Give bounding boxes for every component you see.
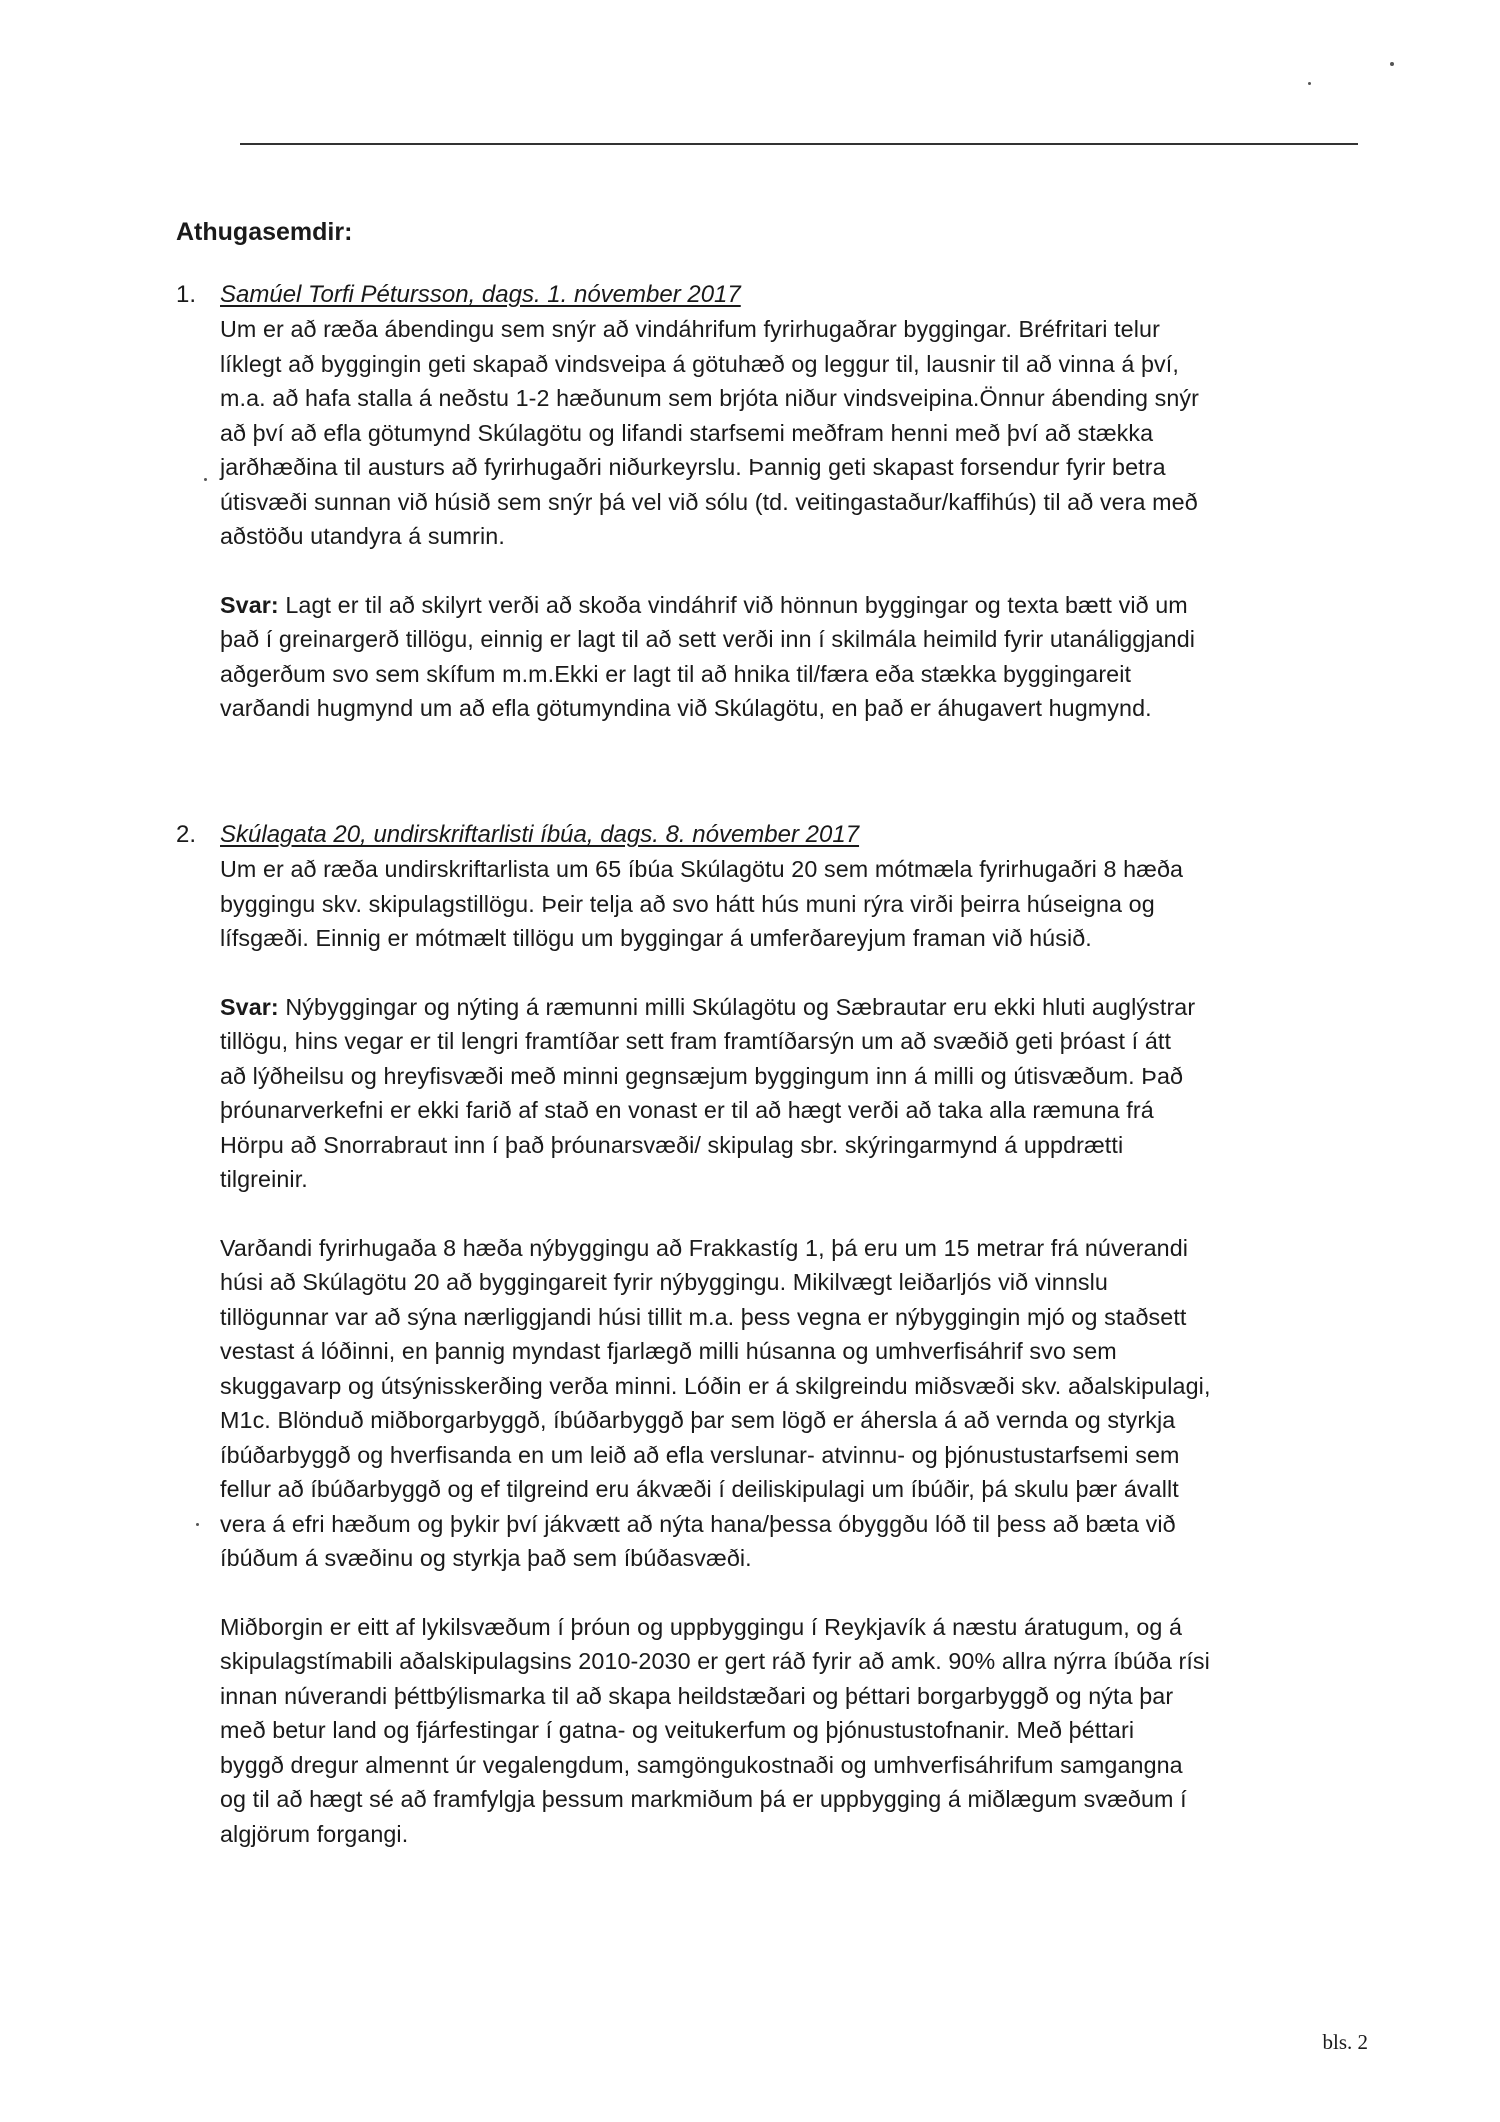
- scan-speck: [1390, 62, 1394, 66]
- comment-paragraph: Um er að ræða ábendingu sem snýr að vindáhrifum fyrirhugaðrar byggingar. Bréfritari telur líklegt að byggingin geti skapað vindsveipa á götuhæð og leggur til, lausnir til að vinna á því, m.a. að hafa stalla á neðstu 1-2 hæðunum sem brjóta niður vindsveipina.Önnur ábending snýr að því að efla götumynd Skúlagötu og lifandi starfsemi meðfram henni með því að stækka jarðhæðina til austurs að fyrirhugaðri niðurkeyrslu. Þannig geti skapast forsendur fyrir betra útisvæði sunnan við húsið sem snýr þá vel við sólu (td. veitingastaður/kaffihús) til að vera með aðstöðu utandyra á sumrin.: [220, 316, 1199, 549]
- reply-text: Lagt er til að skilyrt verði að skoða vindáhrif við hönnun byggingar og texta bætt við um það í greinargerð tillögu, einnig er lagt til að sett verði inn í skilmála heimild fyrir utanáliggjandi aðgerðum svo sem skífum m.m.Ekki er lagt til að hnika til/færa eða stækka byggingareit varðandi hugmynd um að efla götumyndina við Skúlagötu, en það er áhugavert hugmynd.: [220, 591, 1196, 721]
- reply-label: Svar:: [220, 591, 279, 618]
- comment-paragraph: Um er að ræða undirskriftarlista um 65 íbúa Skúlagötu 20 sem mótmæla fyrirhugaðri 8 hæða byggingu skv. skipulagstillögu. Þeir telja að svo hátt hús muni rýra virði þeirra húseigna og lífsgæði. Einnig er mótmælt tillögu um byggingar á umferðareyjum framan við húsið.: [220, 856, 1184, 951]
- section-heading: Athugasemdir:: [176, 218, 353, 246]
- reply-paragraph: [220, 990, 1346, 1197]
- item-title: Skúlagata 20, undirskriftarlisti íbúa, dags. 8. nóvember 2017: [220, 821, 860, 848]
- reply-paragraph-2: Varðandi fyrirhugaða 8 hæða nýbyggingu að Frakkastíg 1, þá eru um 15 metrar frá núverandi húsi að Skúlagötu 20 að byggingareit fyrir nýbyggingu. Mikilvægt leiðarljós við vinnslu tillögunnar var að sýna nærliggjandi húsi tillit m.a. þess vegna er nýbyggingin mjó og staðsett vestast á lóðinni, en þannig myndast fjarlægð milli húsanna og umhverfisáhrif svo sem skuggavarp og útsýnisskerðing verða minni. Lóðin er á skilgreindu miðsvæði skv. aðalskipulagi, M1c. Blönduð miðborgarbyggð, íbúðarbyggð þar sem lögð er áhersla á að vernda og styrkja íbúðarbyggð og hverfisanda en um leið að efla verslunar- atvinnu- og þjónustustarfsemi sem fellur að íbúðarbyggð og ef tilgreind eru ákvæði í deiliskipulagi um íbúðir, þá skulu þær ávallt vera á efri hæðum og þykir því jákvætt að nýta hana/þessa óbyggðu lóð til þess að bæta við íbúðum á svæðinu og styrkja það sem íbúðasvæði.: [220, 1234, 1211, 1571]
- reply-paragraph: [220, 588, 1346, 726]
- item-number: 2.: [176, 821, 197, 848]
- reply-text: Nýbyggingar og nýting á ræmunni milli Skúlagötu og Sæbrautar eru ekki hluti auglýstrar tillögu, hins vegar er til lengri framtíðar sett fram framtíðarsýn um að svæðið geti þróast í átt að lýðheilsu og hreyfisvæði með minni gegnsæjum byggingum inn á milli og útisvæðum. Það þróunarverkefni er ekki farið af stað en vonast er til að hægt verði að taka alla ræmuna frá Hörpu að Snorrabraut inn í það þróunarsvæði/ skipulag sbr. skýringarmynd á uppdrætti tilgreinir.: [220, 993, 1196, 1192]
- item-number: 1.: [176, 281, 197, 308]
- comment-item-2: [176, 818, 1346, 1851]
- item-title: Samúel Torfi Pétursson, dags. 1. nóvember 2017: [220, 281, 741, 308]
- reply-paragraph-3: Miðborgin er eitt af lykilsvæðum í þróun og uppbyggingu í Reykjavík á næstu áratugum, og á skipulagstímabili aðalskipulagsins 2010-2030 er gert ráð fyrir að amk. 90% allra nýrra íbúða rísi innan núverandi þéttbýlismarka til að skapa heildstæðari og þéttari borgarbyggð og nýta þar með betur land og fjárfestingar í gatna- og veitukerfum og þjónustustofnanir. Með þéttari byggð dregur almennt úr vegalengdum, samgöngukostnaði og umhverfisáhrifum samgangna og til að hægt sé að framfylgja þessum markmiðum þá er uppbygging á miðlægum svæðum í algjörum forgangi.: [220, 1613, 1210, 1847]
- comment-item-1: [176, 278, 1346, 726]
- scan-speck: [1308, 82, 1311, 85]
- reply-label: Svar:: [220, 993, 279, 1020]
- page-number: bls. 2: [1322, 2030, 1368, 2054]
- top-rule: [240, 143, 1358, 145]
